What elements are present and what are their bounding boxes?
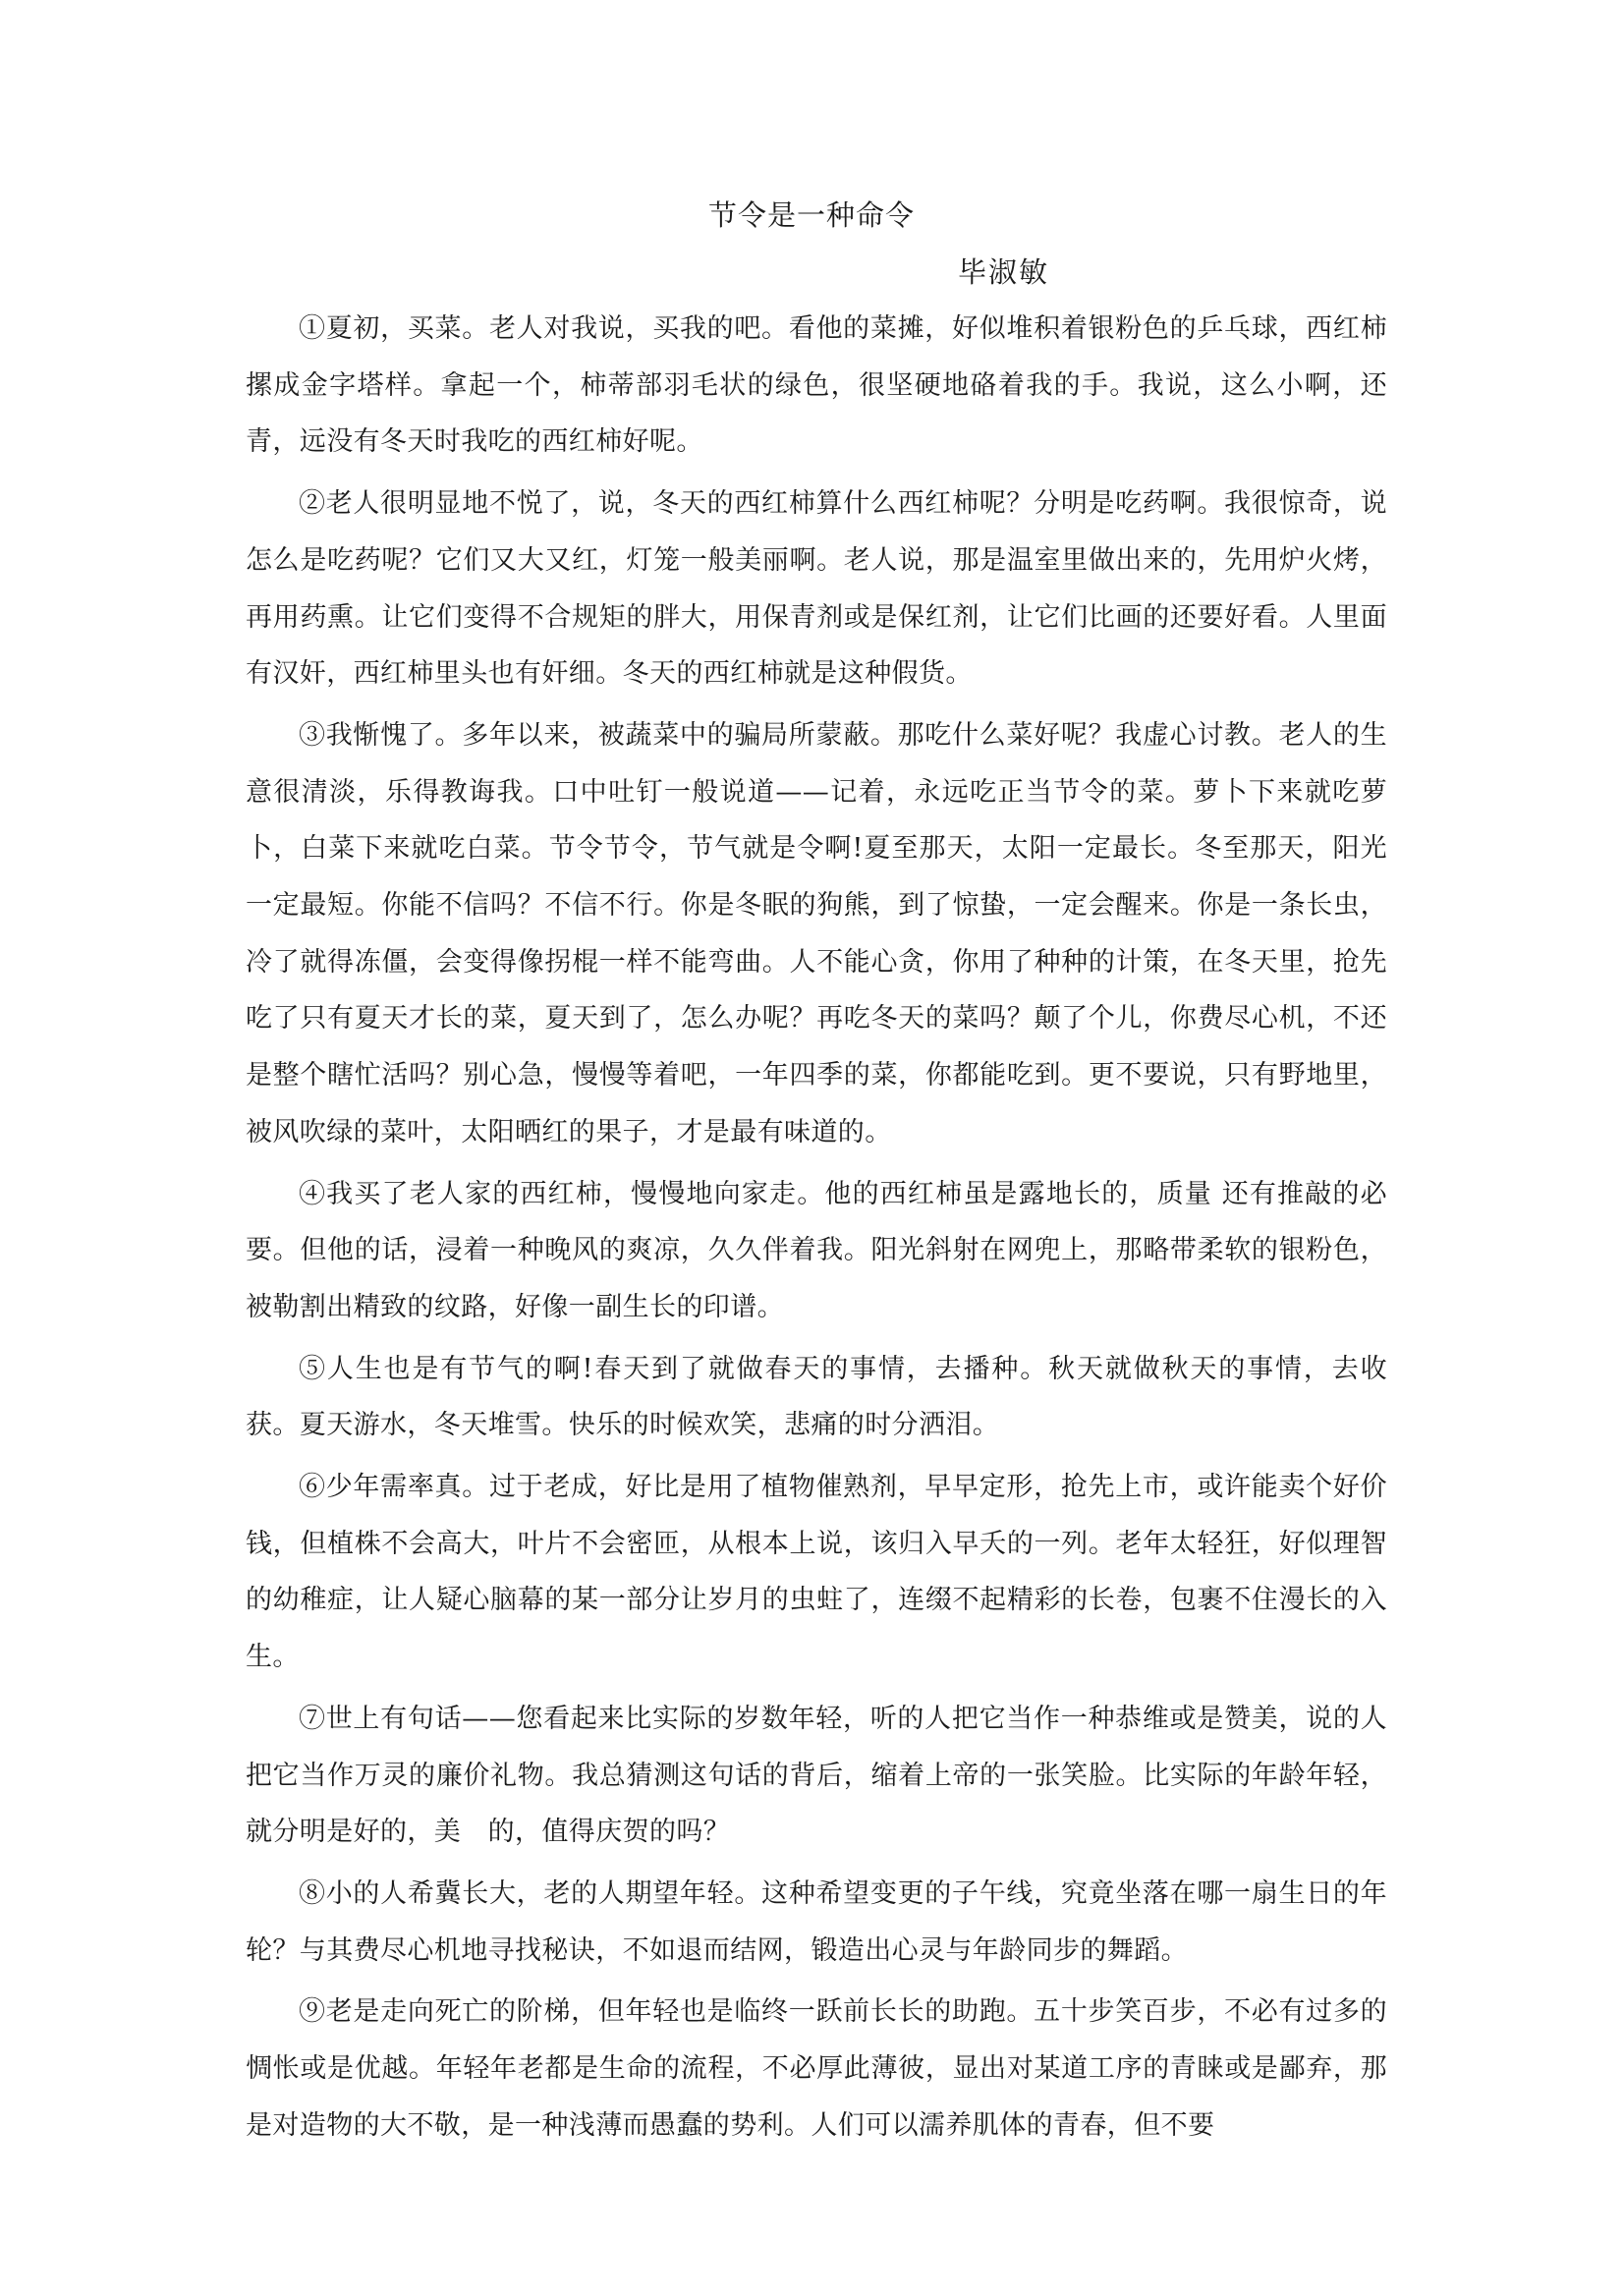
paragraph-2: ②老人很明显地不悦了，说，冬天的西红柿算什么西红柿呢？分明是吃药啊。我很惊奇，说怎么是吃药呢？它们又大又红，灯笼一般美丽啊。老人说，那是温室里做出来的，先用炉火烤，再用药熏。让它们变得不合规矩的胖大，用保青剂或是保红剂，让它们比画的还要好看。人里面有汉奸，西红柿里头也有奸细。冬天的西红柿就是这种假货。: [246, 488, 1387, 690]
paragraph-7: ⑦世上有句话——您看起来比实际的岁数年轻，听的人把它当作一种恭维或是赞美，说的人把它当作万灵的廉价礼物。我总猜测这句话的背后，缩着上帝的一张笑脸。比实际的年龄年轻，就分明是好的，美 的，值得庆贺的吗？: [246, 1703, 1387, 1848]
paragraph-8: ⑧小的人希冀长大，老的人期望年轻。这种希望变更的子午线，究竟坐落在哪一扇生日的年轮？与其费尽心机地寻找秘诀，不如退而结网，锻造出心灵与年龄同步的舞蹈。: [246, 1877, 1387, 1966]
paragraph-6: ⑥少年需率真。过于老成，好比是用了植物催熟剂，早早定形，抢先上市，或许能卖个好价钱，但植株不会高大，叶片不会密匝，从根本上说，该归入早夭的一列。老年太轻狂，好似理智的幼稚症，让人疑心脑幕的某一部分让岁月的虫蛀了，连缀不起精彩的长卷，包裹不住漫长的入生。: [246, 1472, 1387, 1673]
paragraph-9: ⑨老是走向死亡的阶梯，但年轻也是临终一跃前长长的助跑。五十步笑百步，不必有过多的惆怅或是优越。年轻年老都是生命的流程，不必厚此薄彼，显出对某道工序的青睐或是鄙弃，那是对造物的大不敬，是一种浅薄而愚蠢的势利。人们可以濡养肌体的青春，但不要: [246, 1996, 1387, 2141]
document-title: 节令是一种命令: [707, 198, 915, 232]
paragraph-4: ④我买了老人家的西红柿，慢慢地向家走。他的西红柿虽是露地长的，质量 还有推敲的必要。但他的话，浸着一种晚风的爽凉，久久伴着我。阳光斜射在网兜上，那略带柔软的银粉色，被勒割出精致的纹路，好像一副生长的印谱。: [246, 1178, 1387, 1322]
document-author: 毕淑敏: [958, 255, 1050, 289]
document-body: [246, 301, 1415, 2159]
paragraph-1: ①夏初，买菜。老人对我说，买我的吧。看他的菜摊，好似堆积着银粉色的乒乓球，西红柿摞成金字塔样。拿起一个，柿蒂部羽毛状的绿色，很坚硬地硌着我的手。我说，这么小啊，还青，远没有冬天时我吃的西红柿好呢。: [246, 313, 1387, 458]
paragraph-3: ③我惭愧了。多年以来，被蔬菜中的骗局所蒙蔽。那吃什么菜好呢？我虚心讨教。老人的生意很清淡，乐得教诲我。口中吐钉一般说道——记着，永远吃正当节令的菜。萝卜下来就吃萝卜，白菜下来就吃白菜。节令节令，节气就是令啊!夏至那天，太阳一定最长。冬至那天，阳光一定最短。你能不信吗？不信不行。你是冬眠的狗熊，到了惊蛰，一定会醒来。你是一条长虫，冷了就得冻僵，会变得像拐棍一样不能弯曲。人不能心贪，你用了种种的计策，在冬天里，抢先吃了只有夏天才长的菜，夏天到了，怎么办呢？再吃冬天的菜吗？颠了个儿，你费尽心机，不还是整个瞎忙活吗？别心急，慢慢等着吧，一年四季的菜，你都能吃到。更不要说，只有野地里，被风吹绿的菜叶，太阳晒红的果子，才是最有味道的。: [246, 719, 1387, 1148]
paragraph-5: ⑤人生也是有节气的啊!春天到了就做春天的事情，去播种。秋天就做秋天的事情，去收 获。夏天游水，冬天堆雪。快乐的时候欢笑，悲痛的时分洒泪。: [246, 1353, 1415, 1441]
